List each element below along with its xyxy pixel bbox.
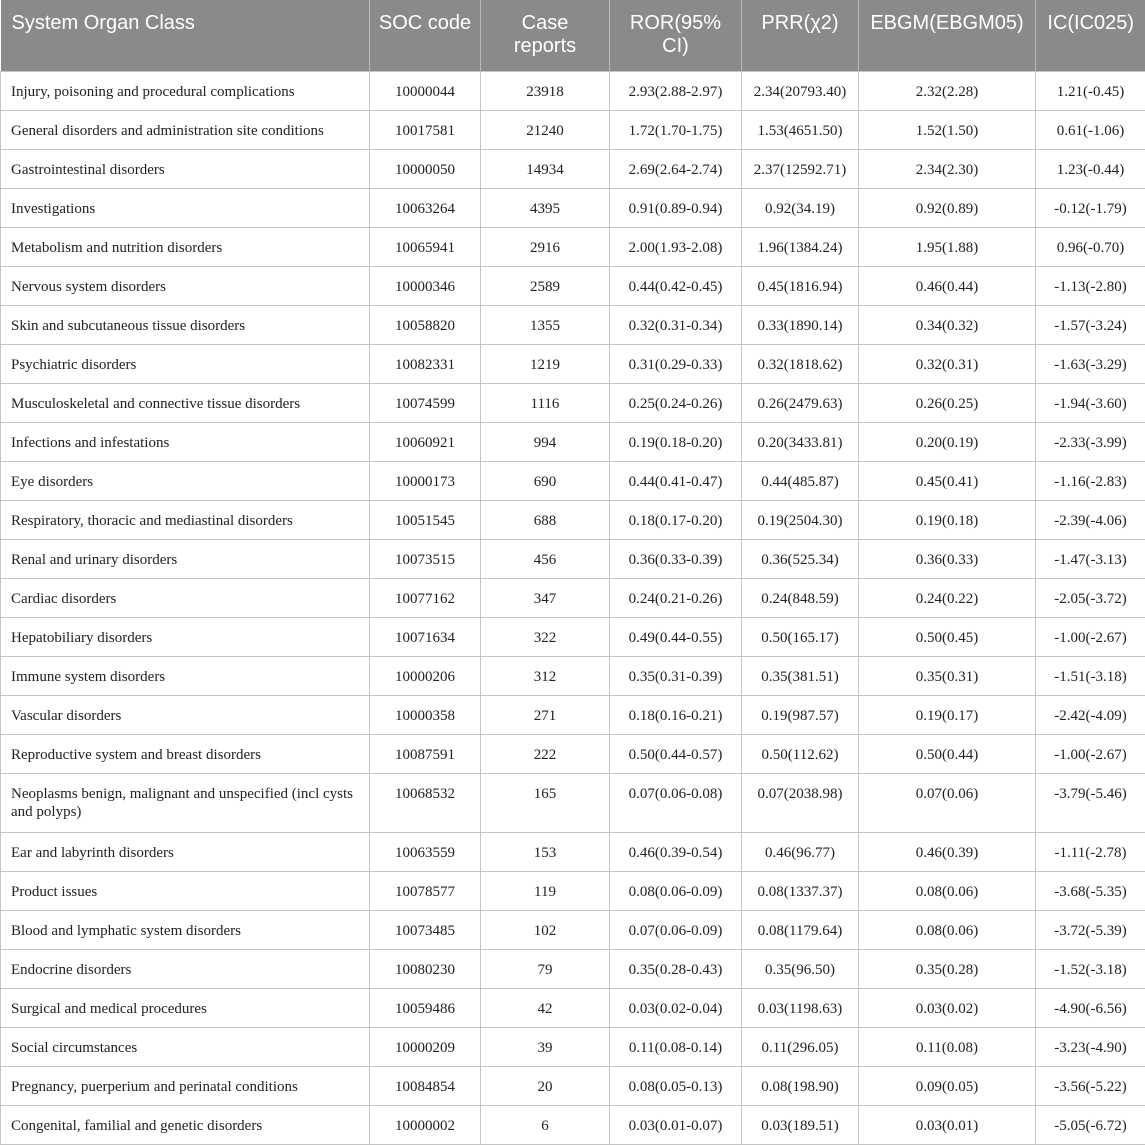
cell-case-reports: 102 <box>481 910 610 949</box>
cell-case-reports: 688 <box>481 500 610 539</box>
table-row <box>1 188 1145 227</box>
table-row <box>1 617 1145 656</box>
cell-ebgm: 2.32(2.28) <box>859 71 1036 110</box>
cell-ror: 0.18(0.17-0.20) <box>610 500 742 539</box>
cell-soc-code: 10073485 <box>370 910 481 949</box>
cell-ebgm: 0.20(0.19) <box>859 422 1036 461</box>
cell-system-organ-class: Blood and lymphatic system disorders <box>1 910 370 949</box>
cell-case-reports: 42 <box>481 988 610 1027</box>
cell-ror: 0.08(0.06-0.09) <box>610 871 742 910</box>
cell-ror: 0.36(0.33-0.39) <box>610 539 742 578</box>
cell-ebgm: 0.45(0.41) <box>859 461 1036 500</box>
cell-system-organ-class: Vascular disorders <box>1 695 370 734</box>
cell-prr: 2.37(12592.71) <box>742 149 859 188</box>
cell-prr: 1.53(4651.50) <box>742 110 859 149</box>
cell-ic: -1.57(-3.24) <box>1036 305 1145 344</box>
table-row <box>1 461 1145 500</box>
cell-ebgm: 0.08(0.06) <box>859 910 1036 949</box>
cell-case-reports: 1219 <box>481 344 610 383</box>
cell-ror: 0.19(0.18-0.20) <box>610 422 742 461</box>
cell-case-reports: 1355 <box>481 305 610 344</box>
cell-ebgm: 0.24(0.22) <box>859 578 1036 617</box>
table-row <box>1 305 1145 344</box>
cell-prr: 0.92(34.19) <box>742 188 859 227</box>
cell-prr: 0.44(485.87) <box>742 461 859 500</box>
cell-ebgm: 0.32(0.31) <box>859 344 1036 383</box>
cell-prr: 1.96(1384.24) <box>742 227 859 266</box>
cell-system-organ-class: Infections and infestations <box>1 422 370 461</box>
cell-ebgm: 0.46(0.44) <box>859 266 1036 305</box>
cell-ror: 0.18(0.16-0.21) <box>610 695 742 734</box>
cell-system-organ-class: Metabolism and nutrition disorders <box>1 227 370 266</box>
cell-system-organ-class: Neoplasms benign, malignant and unspecified (incl cysts and polyps) <box>1 773 370 832</box>
cell-ic: -1.00(-2.67) <box>1036 734 1145 773</box>
cell-soc-code: 10082331 <box>370 344 481 383</box>
cell-system-organ-class: Musculoskeletal and connective tissue disorders <box>1 383 370 422</box>
table-row <box>1 578 1145 617</box>
cell-system-organ-class: Psychiatric disorders <box>1 344 370 383</box>
cell-soc-code: 10060921 <box>370 422 481 461</box>
cell-ic: -1.00(-2.67) <box>1036 617 1145 656</box>
cell-ic: -3.68(-5.35) <box>1036 871 1145 910</box>
cell-soc-code: 10077162 <box>370 578 481 617</box>
cell-ror: 0.08(0.05-0.13) <box>610 1066 742 1105</box>
cell-ic: -2.05(-3.72) <box>1036 578 1145 617</box>
table-row <box>1 149 1145 188</box>
cell-ic: -2.33(-3.99) <box>1036 422 1145 461</box>
cell-ror: 2.93(2.88-2.97) <box>610 71 742 110</box>
cell-case-reports: 153 <box>481 832 610 871</box>
cell-ebgm: 0.26(0.25) <box>859 383 1036 422</box>
cell-ebgm: 0.35(0.31) <box>859 656 1036 695</box>
header-system-organ-class: System Organ Class <box>1 0 370 71</box>
cell-prr: 0.24(848.59) <box>742 578 859 617</box>
cell-system-organ-class: Immune system disorders <box>1 656 370 695</box>
cell-prr: 0.20(3433.81) <box>742 422 859 461</box>
cell-system-organ-class: General disorders and administration site conditions <box>1 110 370 149</box>
table-row <box>1 1066 1145 1105</box>
table-row <box>1 949 1145 988</box>
cell-ror: 2.69(2.64-2.74) <box>610 149 742 188</box>
cell-system-organ-class: Endocrine disorders <box>1 949 370 988</box>
cell-ic: -2.39(-4.06) <box>1036 500 1145 539</box>
header-prr: PRR(χ2) <box>742 0 859 71</box>
cell-case-reports: 21240 <box>481 110 610 149</box>
header-soc-code: SOC code <box>370 0 481 71</box>
cell-soc-code: 10017581 <box>370 110 481 149</box>
cell-case-reports: 2916 <box>481 227 610 266</box>
cell-ror: 0.49(0.44-0.55) <box>610 617 742 656</box>
cell-soc-code: 10059486 <box>370 988 481 1027</box>
table-row <box>1 871 1145 910</box>
cell-soc-code: 10068532 <box>370 773 481 832</box>
table-row <box>1 110 1145 149</box>
cell-case-reports: 6 <box>481 1105 610 1144</box>
cell-ror: 0.44(0.42-0.45) <box>610 266 742 305</box>
cell-system-organ-class: Pregnancy, puerperium and perinatal conditions <box>1 1066 370 1105</box>
cell-system-organ-class: Ear and labyrinth disorders <box>1 832 370 871</box>
cell-prr: 0.19(987.57) <box>742 695 859 734</box>
cell-ic: -4.90(-6.56) <box>1036 988 1145 1027</box>
cell-soc-code: 10084854 <box>370 1066 481 1105</box>
header-ebgm: EBGM(EBGM05) <box>859 0 1036 71</box>
cell-soc-code: 10000050 <box>370 149 481 188</box>
table-header <box>1 0 1145 71</box>
table-row <box>1 71 1145 110</box>
cell-ebgm: 0.92(0.89) <box>859 188 1036 227</box>
cell-case-reports: 347 <box>481 578 610 617</box>
table-body <box>1 71 1145 1144</box>
cell-ror: 0.25(0.24-0.26) <box>610 383 742 422</box>
cell-prr: 0.46(96.77) <box>742 832 859 871</box>
table-row <box>1 656 1145 695</box>
cell-ror: 2.00(1.93-2.08) <box>610 227 742 266</box>
cell-soc-code: 10000346 <box>370 266 481 305</box>
cell-system-organ-class: Skin and subcutaneous tissue disorders <box>1 305 370 344</box>
cell-ebgm: 0.50(0.45) <box>859 617 1036 656</box>
cell-system-organ-class: Nervous system disorders <box>1 266 370 305</box>
cell-prr: 0.03(189.51) <box>742 1105 859 1144</box>
cell-case-reports: 312 <box>481 656 610 695</box>
table-row <box>1 344 1145 383</box>
cell-ic: -3.79(-5.46) <box>1036 773 1145 832</box>
cell-case-reports: 1116 <box>481 383 610 422</box>
cell-system-organ-class: Surgical and medical procedures <box>1 988 370 1027</box>
cell-ic: 1.21(-0.45) <box>1036 71 1145 110</box>
cell-ror: 0.32(0.31-0.34) <box>610 305 742 344</box>
cell-case-reports: 23918 <box>481 71 610 110</box>
cell-ebgm: 0.03(0.01) <box>859 1105 1036 1144</box>
cell-soc-code: 10065941 <box>370 227 481 266</box>
cell-ror: 0.50(0.44-0.57) <box>610 734 742 773</box>
table-row <box>1 500 1145 539</box>
cell-ic: 0.96(-0.70) <box>1036 227 1145 266</box>
cell-ror: 0.03(0.01-0.07) <box>610 1105 742 1144</box>
cell-ebgm: 0.08(0.06) <box>859 871 1036 910</box>
cell-prr: 0.50(165.17) <box>742 617 859 656</box>
cell-case-reports: 4395 <box>481 188 610 227</box>
cell-ebgm: 2.34(2.30) <box>859 149 1036 188</box>
cell-prr: 0.32(1818.62) <box>742 344 859 383</box>
cell-prr: 0.35(381.51) <box>742 656 859 695</box>
cell-ic: -5.05(-6.72) <box>1036 1105 1145 1144</box>
cell-prr: 0.45(1816.94) <box>742 266 859 305</box>
cell-ic: -1.13(-2.80) <box>1036 266 1145 305</box>
cell-ic: 1.23(-0.44) <box>1036 149 1145 188</box>
cell-ror: 0.07(0.06-0.08) <box>610 773 742 832</box>
cell-ror: 0.44(0.41-0.47) <box>610 461 742 500</box>
cell-ror: 0.46(0.39-0.54) <box>610 832 742 871</box>
cell-ic: -1.11(-2.78) <box>1036 832 1145 871</box>
cell-soc-code: 10000044 <box>370 71 481 110</box>
cell-case-reports: 14934 <box>481 149 610 188</box>
cell-soc-code: 10074599 <box>370 383 481 422</box>
cell-ic: 0.61(-1.06) <box>1036 110 1145 149</box>
table-row <box>1 422 1145 461</box>
cell-ror: 0.24(0.21-0.26) <box>610 578 742 617</box>
cell-prr: 0.08(198.90) <box>742 1066 859 1105</box>
cell-ic: -1.16(-2.83) <box>1036 461 1145 500</box>
table-row <box>1 910 1145 949</box>
cell-ror: 0.91(0.89-0.94) <box>610 188 742 227</box>
cell-ebgm: 0.03(0.02) <box>859 988 1036 1027</box>
cell-ic: -1.47(-3.13) <box>1036 539 1145 578</box>
cell-system-organ-class: Respiratory, thoracic and mediastinal disorders <box>1 500 370 539</box>
cell-soc-code: 10000002 <box>370 1105 481 1144</box>
cell-case-reports: 79 <box>481 949 610 988</box>
cell-prr: 0.36(525.34) <box>742 539 859 578</box>
cell-system-organ-class: Eye disorders <box>1 461 370 500</box>
cell-ic: -3.23(-4.90) <box>1036 1027 1145 1066</box>
cell-ebgm: 1.95(1.88) <box>859 227 1036 266</box>
cell-prr: 0.08(1179.64) <box>742 910 859 949</box>
cell-ebgm: 0.35(0.28) <box>859 949 1036 988</box>
cell-system-organ-class: Product issues <box>1 871 370 910</box>
cell-soc-code: 10051545 <box>370 500 481 539</box>
cell-system-organ-class: Investigations <box>1 188 370 227</box>
cell-soc-code: 10071634 <box>370 617 481 656</box>
cell-ebgm: 1.52(1.50) <box>859 110 1036 149</box>
cell-ic: -0.12(-1.79) <box>1036 188 1145 227</box>
cell-prr: 2.34(20793.40) <box>742 71 859 110</box>
header-ic: IC(IC025) <box>1036 0 1145 71</box>
cell-case-reports: 20 <box>481 1066 610 1105</box>
cell-ic: -1.94(-3.60) <box>1036 383 1145 422</box>
cell-prr: 0.50(112.62) <box>742 734 859 773</box>
cell-soc-code: 10000173 <box>370 461 481 500</box>
cell-case-reports: 994 <box>481 422 610 461</box>
cell-prr: 0.26(2479.63) <box>742 383 859 422</box>
cell-ror: 0.07(0.06-0.09) <box>610 910 742 949</box>
cell-soc-code: 10073515 <box>370 539 481 578</box>
cell-system-organ-class: Hepatobiliary disorders <box>1 617 370 656</box>
cell-ror: 1.72(1.70-1.75) <box>610 110 742 149</box>
cell-ic: -1.52(-3.18) <box>1036 949 1145 988</box>
cell-prr: 0.11(296.05) <box>742 1027 859 1066</box>
table-row <box>1 695 1145 734</box>
cell-system-organ-class: Injury, poisoning and procedural complications <box>1 71 370 110</box>
cell-system-organ-class: Social circumstances <box>1 1027 370 1066</box>
cell-ror: 0.11(0.08-0.14) <box>610 1027 742 1066</box>
table-row <box>1 227 1145 266</box>
cell-system-organ-class: Reproductive system and breast disorders <box>1 734 370 773</box>
table-row <box>1 1105 1145 1144</box>
cell-ic: -3.56(-5.22) <box>1036 1066 1145 1105</box>
cell-case-reports: 39 <box>481 1027 610 1066</box>
cell-soc-code: 10000358 <box>370 695 481 734</box>
cell-soc-code: 10063264 <box>370 188 481 227</box>
cell-ror: 0.03(0.02-0.04) <box>610 988 742 1027</box>
cell-soc-code: 10080230 <box>370 949 481 988</box>
cell-ebgm: 0.07(0.06) <box>859 773 1036 832</box>
cell-ebgm: 0.46(0.39) <box>859 832 1036 871</box>
cell-ebgm: 0.50(0.44) <box>859 734 1036 773</box>
cell-ebgm: 0.09(0.05) <box>859 1066 1036 1105</box>
cell-soc-code: 10000206 <box>370 656 481 695</box>
table-row <box>1 832 1145 871</box>
cell-ror: 0.35(0.31-0.39) <box>610 656 742 695</box>
cell-ic: -1.63(-3.29) <box>1036 344 1145 383</box>
cell-ic: -1.51(-3.18) <box>1036 656 1145 695</box>
cell-system-organ-class: Renal and urinary disorders <box>1 539 370 578</box>
cell-soc-code: 10058820 <box>370 305 481 344</box>
cell-ebgm: 0.19(0.18) <box>859 500 1036 539</box>
cell-ic: -2.42(-4.09) <box>1036 695 1145 734</box>
cell-system-organ-class: Cardiac disorders <box>1 578 370 617</box>
cell-system-organ-class: Gastrointestinal disorders <box>1 149 370 188</box>
table-row <box>1 1027 1145 1066</box>
cell-soc-code: 10000209 <box>370 1027 481 1066</box>
table-row <box>1 266 1145 305</box>
cell-system-organ-class: Congenital, familial and genetic disorders <box>1 1105 370 1144</box>
cell-prr: 0.07(2038.98) <box>742 773 859 832</box>
cell-prr: 0.33(1890.14) <box>742 305 859 344</box>
cell-soc-code: 10087591 <box>370 734 481 773</box>
cell-case-reports: 2589 <box>481 266 610 305</box>
cell-case-reports: 165 <box>481 773 610 832</box>
cell-ror: 0.35(0.28-0.43) <box>610 949 742 988</box>
table-row <box>1 383 1145 422</box>
cell-ic: -3.72(-5.39) <box>1036 910 1145 949</box>
cell-case-reports: 322 <box>481 617 610 656</box>
cell-ror: 0.31(0.29-0.33) <box>610 344 742 383</box>
cell-case-reports: 690 <box>481 461 610 500</box>
header-ror: ROR(95% CI) <box>610 0 742 71</box>
table-row <box>1 734 1145 773</box>
table-row <box>1 988 1145 1027</box>
cell-case-reports: 456 <box>481 539 610 578</box>
cell-ebgm: 0.34(0.32) <box>859 305 1036 344</box>
cell-ebgm: 0.19(0.17) <box>859 695 1036 734</box>
cell-prr: 0.08(1337.37) <box>742 871 859 910</box>
table-row <box>1 773 1145 832</box>
header-row <box>1 0 1145 71</box>
cell-soc-code: 10063559 <box>370 832 481 871</box>
table-row <box>1 539 1145 578</box>
cell-prr: 0.35(96.50) <box>742 949 859 988</box>
cell-case-reports: 222 <box>481 734 610 773</box>
header-case-reports: Case reports <box>481 0 610 71</box>
cell-ebgm: 0.36(0.33) <box>859 539 1036 578</box>
cell-case-reports: 119 <box>481 871 610 910</box>
cell-case-reports: 271 <box>481 695 610 734</box>
cell-soc-code: 10078577 <box>370 871 481 910</box>
cell-ebgm: 0.11(0.08) <box>859 1027 1036 1066</box>
cell-prr: 0.19(2504.30) <box>742 500 859 539</box>
cell-prr: 0.03(1198.63) <box>742 988 859 1027</box>
